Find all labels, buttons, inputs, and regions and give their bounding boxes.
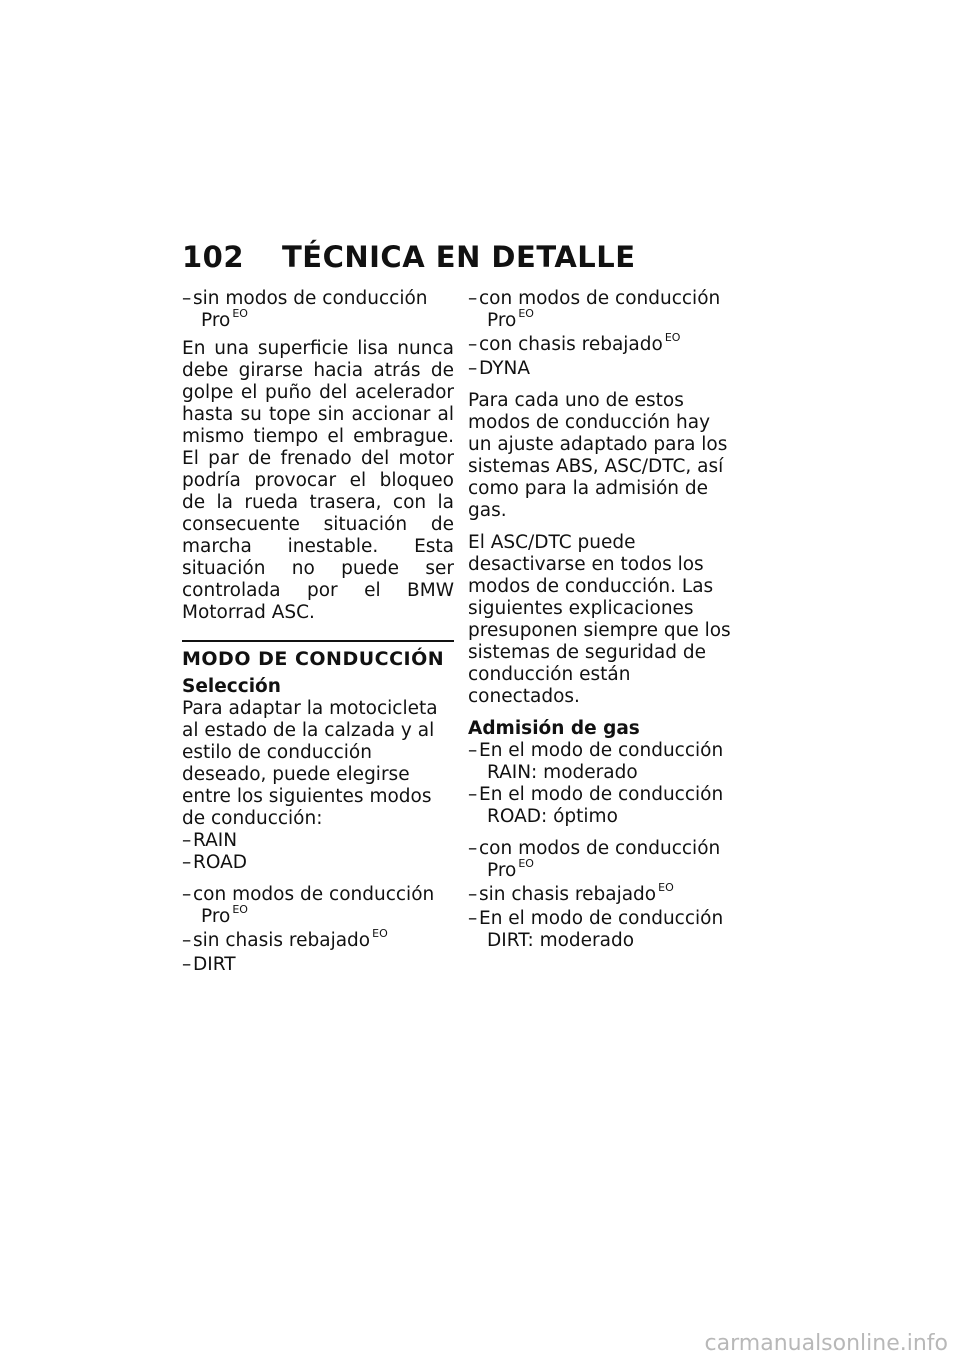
subsection-title: Admisión de gas [468, 718, 640, 739]
list-item: – En el modo de conducción DIRT: moderado [468, 908, 724, 951]
page-header [182, 240, 636, 274]
watermark: carmanualsonline.info [704, 1331, 948, 1356]
list-item: – sin modos de conducción Pro $^{EO}$ [182, 288, 428, 331]
eo-superscript: EO [518, 307, 534, 320]
list-item: – En el modo de conducción ROAD: óptimo [468, 784, 724, 827]
eo-superscript: EO [518, 857, 534, 870]
eo-superscript: EO [664, 331, 681, 344]
eo-superscript: EO [658, 881, 674, 894]
list-item: – con chasis rebajado $^{EO}$ [468, 331, 681, 355]
paragraph: Para adaptar la motocicleta al estado de la calzada y al estilo de conducción deseado, puede elegirse entre los siguientes modos de conducción: [182, 698, 438, 829]
list-item: – DYNA [468, 358, 531, 379]
list-item: – En el modo de conducción RAIN: moderado [468, 740, 724, 783]
right-column [468, 288, 736, 952]
list-item: – con modos de conducción Pro $^{EO}$ [182, 884, 435, 927]
paragraph: Para cada uno de estos modos de conducción hay un ajuste adaptado para los sistemas ABS, ASC/DTC, así como para la admisión de gas. [468, 390, 728, 521]
subsection-title: Selección [182, 676, 281, 697]
eo-superscript: EO [232, 307, 248, 320]
eo-superscript: EO [232, 903, 248, 916]
list-item: – sin chasis rebajado $^{EO}$ [182, 927, 388, 951]
warning-paragraph: En una superficie lisa nunca debe girarse hacia atrás de golpe el puño del acelerador hasta su tope sin accionar al mismo tiempo el embrague. El par de frenado del motor podría provocar el bloqueo de la rueda trasera, con la consecuente situación de marcha inestable. Esta situación no puede ser controlada por el BMW Motorrad ASC. [182, 338, 454, 623]
paragraph: El ASC/DTC puede desactivarse en todos los modos de conducción. Las siguientes explicaciones presuponen siempre que los sistemas de seguridad de conducción están conectados. [468, 532, 731, 707]
page-number: 102 [182, 240, 245, 274]
list-item: – DIRT [182, 954, 236, 975]
left-column [182, 288, 454, 976]
list-item: – ROAD [182, 852, 247, 873]
list-item: – con modos de conducción Pro $^{EO}$ [468, 288, 721, 331]
eo-superscript: EO [372, 927, 388, 940]
chapter-title: TÉCNICA EN DETALLE [282, 240, 636, 274]
list-item: – con modos de conducción Pro $^{EO}$ [468, 838, 721, 881]
section-title: MODO DE CONDUCCIÓN [182, 640, 454, 670]
list-item: – sin chasis rebajado $^{EO}$ [468, 881, 674, 905]
list-item: – RAIN [182, 830, 238, 851]
